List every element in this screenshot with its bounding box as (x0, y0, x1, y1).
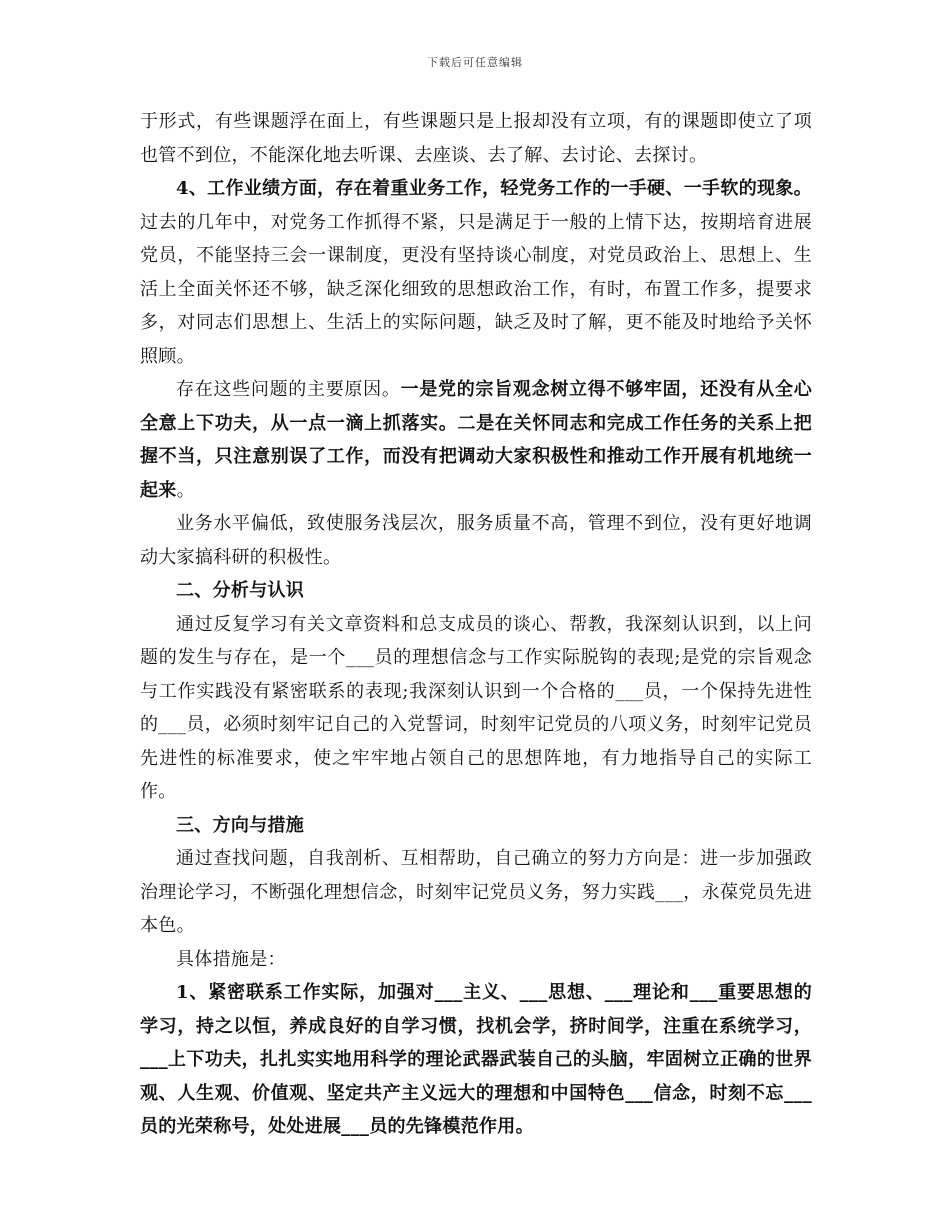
document-body (140, 105, 812, 1144)
paragraph-reasons-bold: 一是党的宗旨观念树立得不够牢固，还没有从全心全意上下功夫，从一点一滴上抓落实。二是在关怀同志和完成工作任务的关系上把握不当，只注意别误了工作，而没有把调动大家积极性和推动工作开展有机地统一起来 (140, 379, 812, 501)
paragraph-measure-1: 1、紧密联系工作实际，加强对___主义、___思想、___理论和___重要思想的学习，持之以恒，养成良好的自学习惯，找机会学，挤时间学，注重在系统学习，___上下功夫，扎扎实实地用科学的理论武器武装自己的头脑，牢固树立正确的世界观、人生观、价值观、坚定共产主义远大的理想和中国特色___信念，时刻不忘___员的光荣称号，处处进展___员的先锋模范作用。 (140, 982, 812, 1137)
section-heading-analysis: 二、分析与认识 (176, 580, 305, 601)
paragraph-continuation: 于形式，有些课题浮在面上，有些课题只是上报却没有立项，有的课题即使立了项也管不到位，不能深化地去听课、去座谈、去了解、去讨论、去探讨。 (140, 111, 812, 166)
paragraph-main-reasons (140, 373, 812, 507)
paragraph-business-level: 业务水平偏低，致使服务浅层次，服务质量不高，管理不到位，没有更好地调动大家搞科研的积极性。 (140, 513, 812, 568)
paragraph-work-performance (140, 172, 812, 373)
section-heading-direction: 三、方向与措施 (176, 814, 305, 836)
paragraph-end-mark: 。 (176, 479, 195, 501)
paragraph-measures-intro: 具体措施是： (176, 948, 286, 970)
paragraph-heading-bold: 4、工作业绩方面，存在着重业务工作，轻党务工作的一手硬、一手软的现象。 (176, 178, 812, 199)
paragraph-body: 过去的几年中，对党务工作抓得不紧，只是满足于一般的上情下达，按期培育进展党员，不能坚持三会一课制度，更没有坚持谈心制度，对党员政治上、思想上、生活上全面关怀还不够，缺乏深化细致的思想政治工作，有时，布置工作多，提要求多，对同志们思想上、生活上的实际问题，缺乏及时了解，更不能及时地给予关怀照顾。 (140, 211, 812, 367)
paragraph-direction: 通过查找问题，自我剖析、互相帮助，自己确立的努力方向是：进一步加强政治理论学习，不断强化理想信念，时刻牢记党员义务，努力实践___，永葆党员先进本色。 (140, 848, 812, 936)
paragraph-lead: 存在这些问题的主要原因。 (176, 379, 401, 400)
paragraph-analysis: 通过反复学习有关文章资料和总支成员的谈心、帮教，我深刻认识到，以上问题的发生与存在，是一个___员的理想信念与工作实际脱钩的表现;是党的宗旨观念与工作实践没有紧密联系的表现;我深刻认识到一个合格的___员，一个保持先进性的___员，必须时刻牢记自己的入党誓词，时刻牢记党员的八项义务，时刻牢记党员先进性的标准要求，使之牢牢地占领自己的思想阵地，有力地指导自己的实际工作。 (140, 613, 812, 802)
page-header-note: 下载后可任意编辑 (427, 56, 523, 69)
